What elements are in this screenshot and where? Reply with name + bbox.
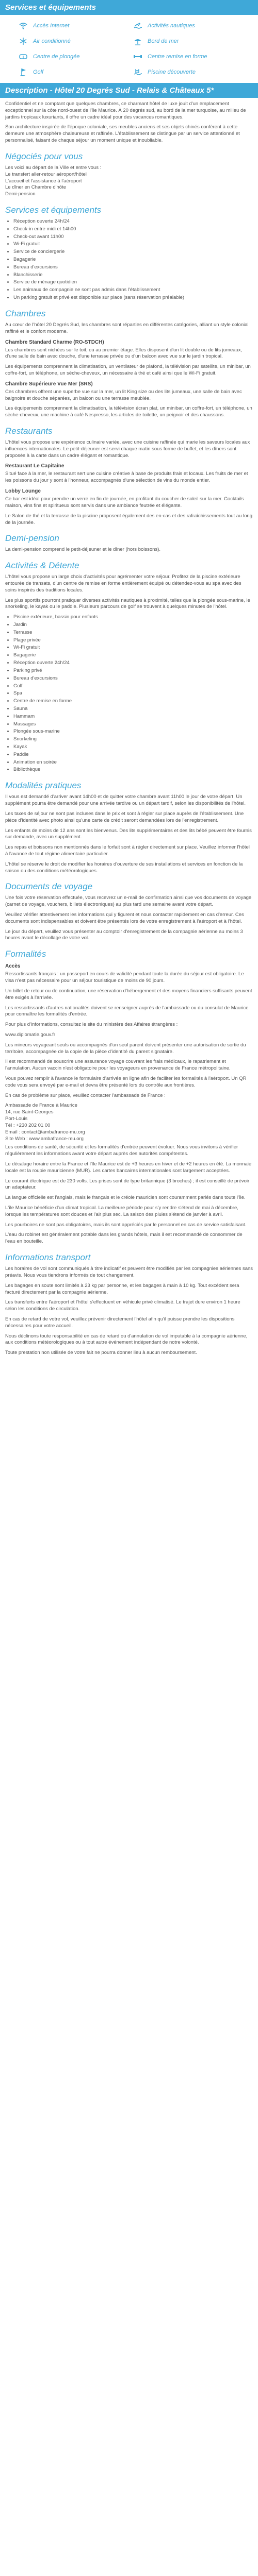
section-title-transport: Informations transport [5,1252,91,1263]
embassy-line: 14, rue Saint-Georges [5,1109,54,1115]
list-item: • Parking privé [13,668,253,674]
negocie-line: Le dîner en Chambre d'hôte [5,184,67,191]
modalites-paragraph: Les repas et boissons non mentionnés dans le forfait sont à régler directement sur place. Veuillez informer l'hôtel à l'avance de tout régime alimentaire particulier. [5,844,250,857]
transport-paragraph: En cas de retard de votre vol, veuillez prévenir directement l'hôtel afin qu'il puisse prendre les dispositions nécessaires pour votre accueil. [5,1316,235,1329]
formalites-paragraph: Les mineurs voyageant seuls ou accompagnés d'un seul parent doivent présenter une autorisation de sortie du territoire, accompagnée de la copie de la pièce d'identité du parent signataire. [5,1042,246,1055]
service-label: Golf [33,69,44,75]
negocie-line: Les voici au départ de la Ville et entre vous : [5,164,102,171]
section-title-chambres: Chambres [5,308,46,318]
services-grid [0,15,258,83]
list-item: • Paddle [13,752,253,758]
section-title-demi-pension: Demi-pension [5,533,59,544]
service-label: Centre remise en forme [148,54,207,60]
loisirs-paragraph: L'hôtel vous propose un large choix d'activités pour agrémenter votre séjour. Profitez de la piscine extérieure entourée de transats, d'un centre de remise en forme entièrement équipé ou détendez-vous au spa avec des soins inspirés des traditions locales. [5,574,241,593]
list-item: • Sauna [13,706,253,713]
list-item: • Service de ménage quotidien [13,279,253,286]
service-item-plongee [19,52,125,61]
restaurants-paragraph: L'hôtel vous propose une expérience culinaire variée, avec une cuisine raffinée qui marie les saveurs locales aux influences internationales. Le petit-déjeuner est servi chaque matin sous forme de buffet, et les dîners sont proposés à la carte dans un cadre élégant et romantique. [5,439,250,459]
room-type-title: Chambre Standard Charme (RO-STDCH) [5,339,104,345]
restaurant-name: Restaurant Le Capitaine [5,463,64,469]
modalites-paragraph: Les enfants de moins de 12 ans sont les bienvenus. Des lits supplémentaires et des lits bébé peuvent être fournis sur demande, avec un supplément. [5,827,252,840]
transport-paragraph: Les transferts entre l'aéroport et l'hôtel s'effectuent en véhicule privé climatisé. Le trajet dure environ 1 heure selon les conditions de circulation. [5,1299,240,1312]
embassy-address [5,1103,253,1142]
embassy-line[interactable]: Site Web : www.ambafrance-mu.org [5,1136,84,1142]
list-item: • Service de conciergerie [13,249,253,256]
section-title-modalites: Modalités pratiques [5,781,82,791]
description-band: Description - Hôtel 20 Degrés Sud - Relais & Châteaux 5* [0,83,258,98]
description-paragraph: Confidentiel et ne comptant que quelques chambres, ce charmant hôtel de luxe jouit d'un emplacement exceptionnel sur la côte nord-ouest de l'île Maurice. À 20 degrés sud, au bord de la mer turquoise, au milieu de jardins tropicaux luxuriants, il offre un cadre idéal pour des vacances romantiques. [5,101,246,120]
embassy-line: Ambassade de France à Maurice [5,1103,77,1109]
documents-paragraph: Le jour du départ, veuillez vous présenter au comptoir d'enregistrement de la compagnie aérienne au moins 3 heures avant le décollage de votre vol. [5,928,243,941]
list-item: • Plongée sous-marine [13,728,253,735]
loisirs-list [5,614,253,773]
service-label: Air conditionné [33,38,71,44]
formalites-paragraph: Le décalage horaire entre la France et l'île Maurice est de +3 heures en hiver et de +2 heures en été. La monnaie locale est la roupie mauricienne (MUR). Les cartes bancaires internationales sont largement acceptées. [5,1161,252,1174]
list-item: • Snorkeling [13,736,253,743]
restaurants-paragraph: Le Salon de thé et la terrasse de la piscine proposent également des en-cas et des rafraîchissements tout au long de la journée. [5,513,252,526]
dumbbell-icon [133,52,142,61]
chambres-paragraph: Au cœur de l'hôtel 20 Degrés Sud, les chambres sont réparties en différentes catégories, alliant un style colonial raffiné et le confort moderne. [5,321,249,334]
list-item: • Centre de remise en forme [13,698,253,705]
formalites-paragraph: Vous pouvez remplir à l'avance le formulaire d'arrivée en ligne afin de faciliter les formalités à l'aéroport. Un QR code vous sera envoyé par e-mail et devra être présenté lors du contrôle aux frontières. [5,1076,247,1088]
snowflake-icon [19,37,28,46]
service-label: Piscine découverte [148,69,196,75]
negocie-list [5,165,253,198]
list-item: • Spa [13,690,253,697]
list-item: • Bureau d'excursions [13,675,253,682]
formalites-paragraph: L'île Maurice bénéficie d'un climat tropical. La meilleure période pour s'y rendre s'étend de mai à décembre, lorsque les températures sont douces et l'air plus sec. La saison des pluies s'étend de janvier à avril. [5,1205,238,1217]
wifi-icon [19,21,28,30]
section-title-loisirs: Activités & Détente [5,561,79,571]
list-item: • Plage privée [13,637,253,644]
embassy-line[interactable]: Email : contact@ambafrance-mu.org [5,1129,85,1135]
list-item: • Jardin [13,622,253,629]
section-title-documents: Documents de voyage [5,882,93,892]
formalites-paragraph: La langue officielle est l'anglais, mais le français et le créole mauricien sont couramment parlés dans toute l'île. [5,1195,246,1201]
diving-mask-icon [19,52,28,61]
list-item: • Bureau d'excursions [13,264,253,271]
restaurant-name: Lobby Lounge [5,488,41,495]
documents-paragraph: Veuillez vérifier attentivement les informations qui y figurent et nous contacter rapidement en cas d'erreur. Ces documents sont indispensables et doivent être présentés lors de votre enregistrement à l'aéroport et à l'hôtel. [5,912,244,924]
service-item-fitness [133,52,239,61]
list-item: • Réception ouverte 24h/24 [13,218,253,225]
formalites-paragraph: Un billet de retour ou de continuation, une réservation d'hébergement et des moyens financiers suffisants peuvent être exigés à l'arrivée. [5,988,252,1001]
list-item: • Un parking gratuit et privé est disponible sur place (sans réservation préalable) [13,295,253,301]
list-item: • Bagagerie [13,652,253,659]
chambres-paragraph: Les chambres sont nichées sur le toit, ou au premier étage. Elles disposent d'un lit double ou de lits jumeaux, d'une salle de bain avec douche, d'une terrasse privée ou d'un balcon avec vue sur le jardin tropical. [5,347,243,360]
service-item-mer [133,37,239,46]
service-item-golf [19,67,125,77]
list-item: • Bagagerie [13,257,253,263]
formalites-paragraph: Ressortissants français : un passeport en cours de validité pendant toute la durée du séjour est obligatoire. Le visa n'est pas nécessaire pour un séjour touristique de moins de 90 jours. [5,971,244,984]
section-title-restaurants: Restaurants [5,426,53,436]
list-item: • Blanchisserie [13,272,253,279]
equipements-list [5,218,253,301]
service-item-nautique [133,21,239,30]
main-content [0,98,258,1367]
modalites-paragraph: L'hôtel se réserve le droit de modifier les horaires d'ouverture de ses installations et services en fonction de la saison ou des conditions météorologiques. [5,861,243,874]
formalites-paragraph: Le courant électrique est de 230 volts. Les prises sont de type britannique (3 broches) ; il est conseillé de prévoir un adaptateur. [5,1178,250,1191]
loisirs-paragraph: Les plus sportifs pourront pratiquer diverses activités nautiques à proximité, telles que la plongée sous-marine, le snorkeling, le kayak ou le paddle. Plusieurs parcours de golf se trouvent à quelques minutes de l'hôtel. [5,597,250,610]
formalites-paragraph: En cas de problème sur place, veuillez contacter l'ambassade de France : [5,1092,166,1098]
chambres-paragraph: Ces chambres offrent une superbe vue sur la mer, un lit King size ou des lits jumeaux, une salle de bain avec baignoire et douche séparées, un balcon ou une terrasse meublée. [5,388,242,401]
services-band: Services et équipements [0,0,258,15]
description-paragraph: Son architecture inspirée de l'époque coloniale, ses meubles anciens et ses objets chinés confèrent à cette demeure une atmosphère chaleureuse et raffinée. L'établissement se distingue par un service attentionné et personnalisé, faisant de chaque séjour un moment unique et inoubliable. [5,124,240,144]
list-item: • Golf [13,683,253,690]
list-item: • Massages [13,721,253,728]
transport-paragraph: Les horaires de vol sont communiqués à titre indicatif et peuvent être modifiés par les compagnies aériennes sans préavis. Nous vous tiendrons informés de tout changement. [5,1266,253,1278]
negocie-line: L'accueil et l'assistance à l'aéroport [5,178,82,184]
restaurants-paragraph: Situé face à la mer, le restaurant sert une cuisine créative à base de produits frais et locaux. Les fruits de mer et les poissons du jour y sont à l'honneur, accompagnés d'une sélection de vins du monde entier. [5,471,248,484]
umbrella-beach-icon [133,37,142,46]
golf-flag-icon [19,67,28,77]
list-item: • Check-in entre midi et 14h00 [13,226,253,233]
service-label: Accès Internet [33,23,70,29]
pool-icon [133,67,142,77]
formalites-paragraph: L'eau du robinet est généralement potable dans les grands hôtels, mais il est recommandé de consommer de l'eau en bouteille. [5,1232,243,1245]
section-title-negocie: Négociés pour vous [5,151,83,161]
list-item: • Terrasse [13,630,253,636]
list-item: • Réception ouverte 24h/24 [13,660,253,667]
formalites-paragraph: Les conditions de santé, de sécurité et les formalités d'entrée peuvent évoluer. Nous vous invitons à vérifier régulièrement les informations avant votre départ auprès des autorités compétentes. [5,1144,238,1157]
list-item: • Wi-Fi gratuit [13,645,253,651]
formalites-subtitle: Accès [5,963,21,970]
section-title-formalites: Formalités [5,949,46,959]
service-label: Bord de mer [148,38,179,44]
restaurants-paragraph: Ce bar est idéal pour prendre un verre en fin de journée, en profitant du coucher de soleil sur la mer. Cocktails maison, vins fins et spiritueux sont servis dans une ambiance feutrée et élégante. [5,496,244,509]
service-label: Activités nautiques [148,23,195,29]
modalites-paragraph: Les taxes de séjour ne sont pas incluses dans le prix et sont à régler sur place auprès de l'établissement. Une pièce d'identité avec photo ainsi qu'une carte de crédit seront demandées lors de l'enregistrement. [5,810,244,823]
swimmer-icon [133,21,142,30]
formalites-paragraph: Les pourboires ne sont pas obligatoires, mais ils sont appréciés par le personnel en cas de service satisfaisant. [5,1222,247,1228]
embassy-line: Tél : +230 202 01 00 [5,1122,51,1128]
list-item: • Check-out avant 11h00 [13,234,253,241]
room-type-title: Chambre Supérieure Vue Mer (SRS) [5,381,93,387]
service-item-clim [19,37,125,46]
modalites-paragraph: Il vous est demandé d'arriver avant 14h00 et de quitter votre chambre avant 11h00 le jour de votre départ. Un supplément pourra être demandé pour une arrivée tardive ou un départ tardif, selon les disponibilités de l'hôtel. [5,794,246,807]
negocie-line: Demi-pension [5,191,36,197]
transport-paragraph: Toute prestation non utilisée de votre fait ne pourra donner lieu à aucun remboursement. [5,1350,197,1356]
formalites-link[interactable]: www.diplomatie.gouv.fr [5,1031,55,1038]
list-item: • Bibliothèque [13,767,253,773]
chambres-paragraph: Les équipements comprennent la climatisation, un ventilateur de plafond, la télévision par satellite, un minibar, un coffre-fort, un téléphone, un sèche-cheveux, un nécessaire à thé et café ainsi que le Wi-Fi gratuit. [5,364,251,376]
formalites-paragraph: Les ressortissants d'autres nationalités doivent se renseigner auprès de l'ambassade ou du consulat de Maurice pour connaître les formalités d'entrée. [5,1005,249,1018]
list-item: • Piscine extérieure, bassin pour enfants [13,614,253,621]
service-item-piscine [133,67,239,77]
documents-paragraph: Une fois votre réservation effectuée, vous recevrez un e-mail de confirmation ainsi que vos documents de voyage (carnet de voyage, vouchers, billets électroniques) au plus tard une semaine avant votre départ. [5,895,252,908]
list-item: • Wi-Fi gratuit [13,241,253,248]
chambres-paragraph: Les équipements comprennent la climatisation, la télévision écran plat, un minibar, un coffre-fort, un téléphone, un sèche-cheveux, une machine à café Nespresso, les articles de toilette, un peignoir et des chaussons. [5,405,252,418]
service-item-internet [19,21,125,30]
list-item: • Les animaux de compagnie ne sont pas admis dans l'établissement [13,287,253,294]
formalites-paragraph: Il est recommandé de souscrire une assurance voyage couvrant les frais médicaux, le rapatriement et l'annulation. Aucun vaccin n'est obligatoire pour les voyageurs en provenance de France métropolitaine. [5,1059,231,1072]
transport-paragraph: Nous déclinons toute responsabilité en cas de retard ou d'annulation de vol imputable à la compagnie aérienne, aux conditions météorologiques ou à tout autre événement indépendant de notre volonté. [5,1333,248,1346]
transport-paragraph: Les bagages en soute sont limités à 23 kg par personne, et les bagages à main à 10 kg. Tout excédent sera facturé directement par la compagnie aérienne. [5,1282,239,1295]
service-label: Centre de plongée [33,54,80,60]
formalites-paragraph: Pour plus d'informations, consultez le site du ministère des Affaires étrangères : [5,1022,178,1028]
list-item: • Kayak [13,744,253,751]
demi-pension-paragraph: La demi-pension comprend le petit-déjeuner et le dîner (hors boissons). [5,547,160,553]
section-title-equipements: Services et équipements [5,205,102,215]
list-item: • Hammam [13,714,253,720]
list-item: • Animation en soirée [13,759,253,766]
embassy-line: Port-Louis [5,1116,28,1122]
negocie-line: Le transfert aller-retour aéroport/hôtel [5,171,87,177]
